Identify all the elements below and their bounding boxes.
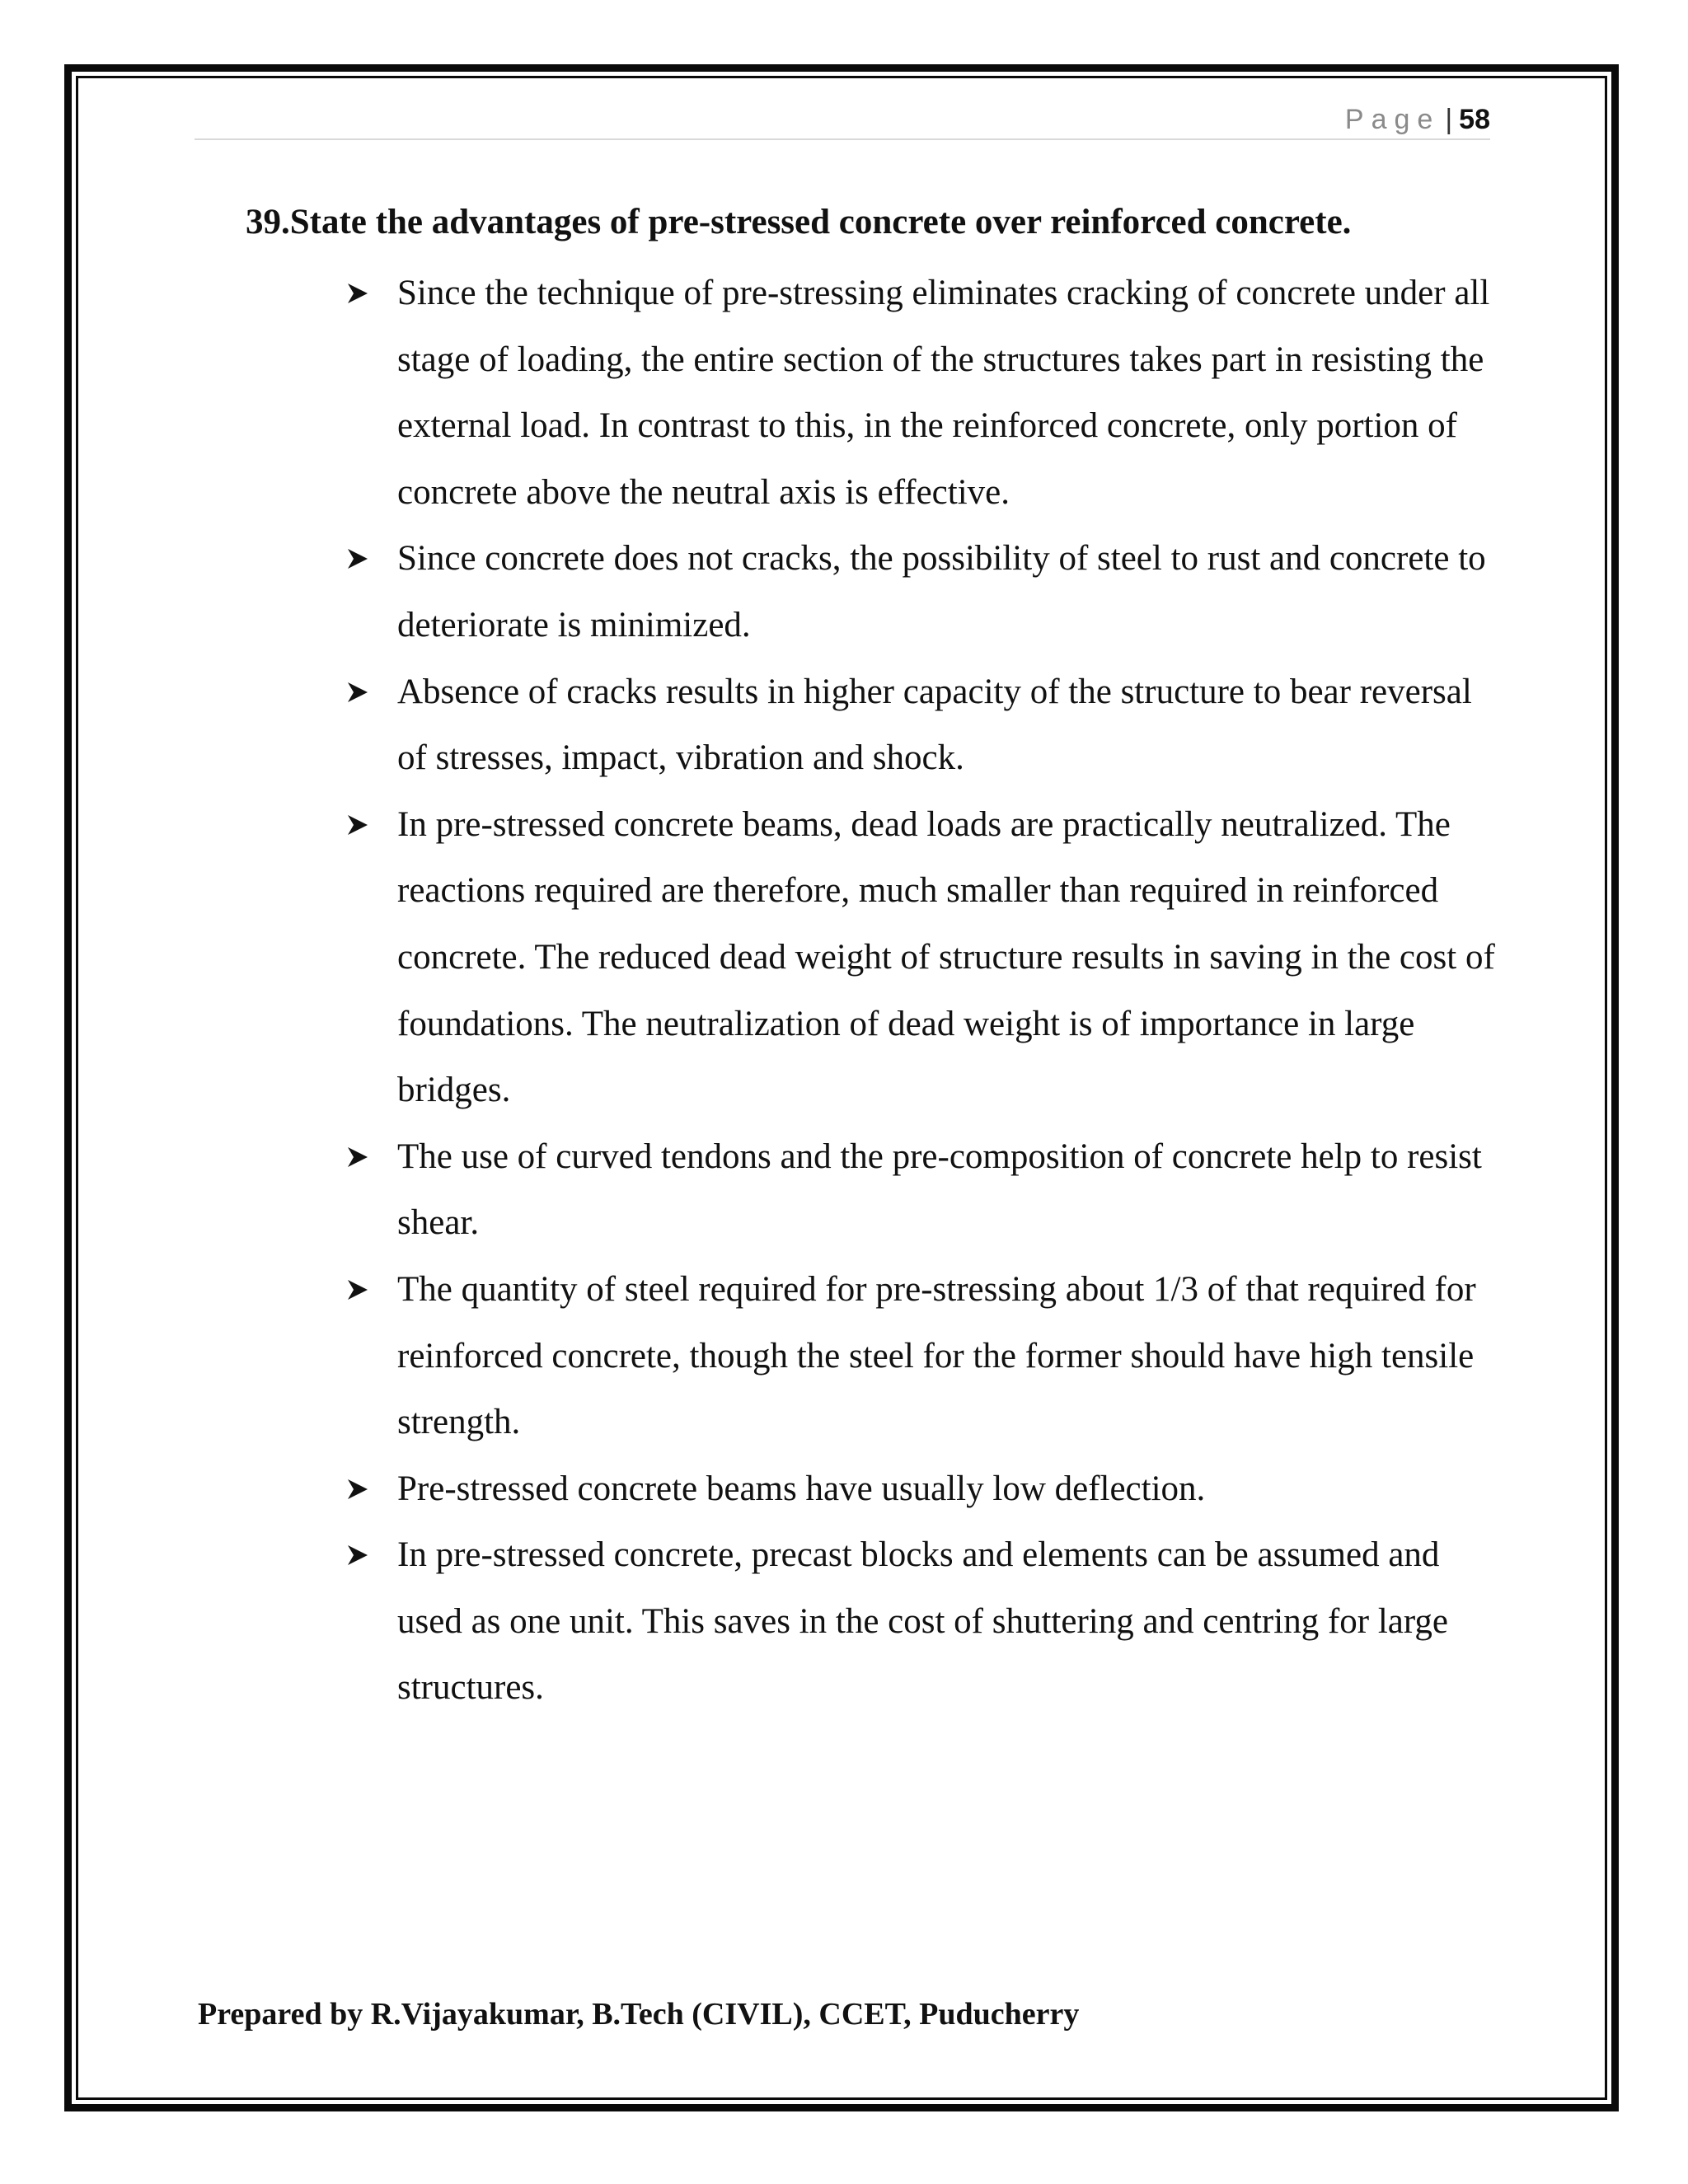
page-header <box>1345 99 1490 140</box>
arrowhead-bullet-icon <box>346 659 379 725</box>
list-item <box>346 1124 1500 1257</box>
page-label: Page <box>1344 103 1441 135</box>
page-number: 58 <box>1459 103 1490 135</box>
header-divider <box>195 138 1490 140</box>
arrowhead-bullet-icon <box>346 792 379 858</box>
list-item <box>346 1456 1500 1523</box>
question-title: 39.State the advantages of pre-stressed concrete over reinforced concrete. <box>246 203 1352 241</box>
list-item <box>346 260 1500 526</box>
list-item-text: In pre-stressed concrete, precast blocks and elements can be assumed and used as one unit. This saves in the cost of shuttering and centring for large structures. <box>397 1535 1448 1708</box>
advantages-list <box>346 260 1500 1722</box>
arrowhead-bullet-icon <box>346 1456 379 1522</box>
list-item <box>346 659 1500 792</box>
list-item-text: The use of curved tendons and the pre-composition of concrete help to resist shear. <box>397 1137 1482 1243</box>
list-item-text: In pre-stressed concrete beams, dead loads are practically neutralized. The reactions required are therefore, much smaller than required in reinforced concrete. The reduced dead weight of structure results in saving in the cost of foundations. The neutralization of dead weight is of importance in large bridges. <box>397 804 1495 1110</box>
page-footer: Prepared by R.Vijayakumar, B.Tech (CIVIL), CCET, Puducherry <box>198 1997 1080 2032</box>
list-item <box>346 792 1500 1124</box>
arrowhead-bullet-icon <box>346 260 379 326</box>
page-separator: | <box>1445 103 1453 135</box>
list-item <box>346 526 1500 658</box>
arrowhead-bullet-icon <box>346 1257 379 1323</box>
arrowhead-bullet-icon <box>346 526 379 592</box>
arrowhead-bullet-icon <box>346 1124 379 1190</box>
list-item <box>346 1257 1500 1456</box>
list-item-text: The quantity of steel required for pre-stressing about 1/3 of that required for reinforced concrete, though the steel for the former should have high tensile strength. <box>397 1269 1476 1442</box>
arrowhead-bullet-icon <box>346 1522 379 1588</box>
list-item-text: Absence of cracks results in higher capacity of the structure to bear reversal of stresses, impact, vibration and shock. <box>397 672 1472 778</box>
list-item-text: Pre-stressed concrete beams have usually low deflection. <box>397 1469 1206 1508</box>
list-item <box>346 1522 1500 1722</box>
list-item-text: Since the technique of pre-stressing eliminates cracking of concrete under all stage of loading, the entire section of the structures takes part in resisting the external load. In contrast to this, in the reinforced concrete, only portion of concrete above the neutral axis is effective. <box>397 274 1490 512</box>
list-item-text: Since concrete does not cracks, the possibility of steel to rust and concrete to deteriorate is minimized. <box>397 539 1486 644</box>
